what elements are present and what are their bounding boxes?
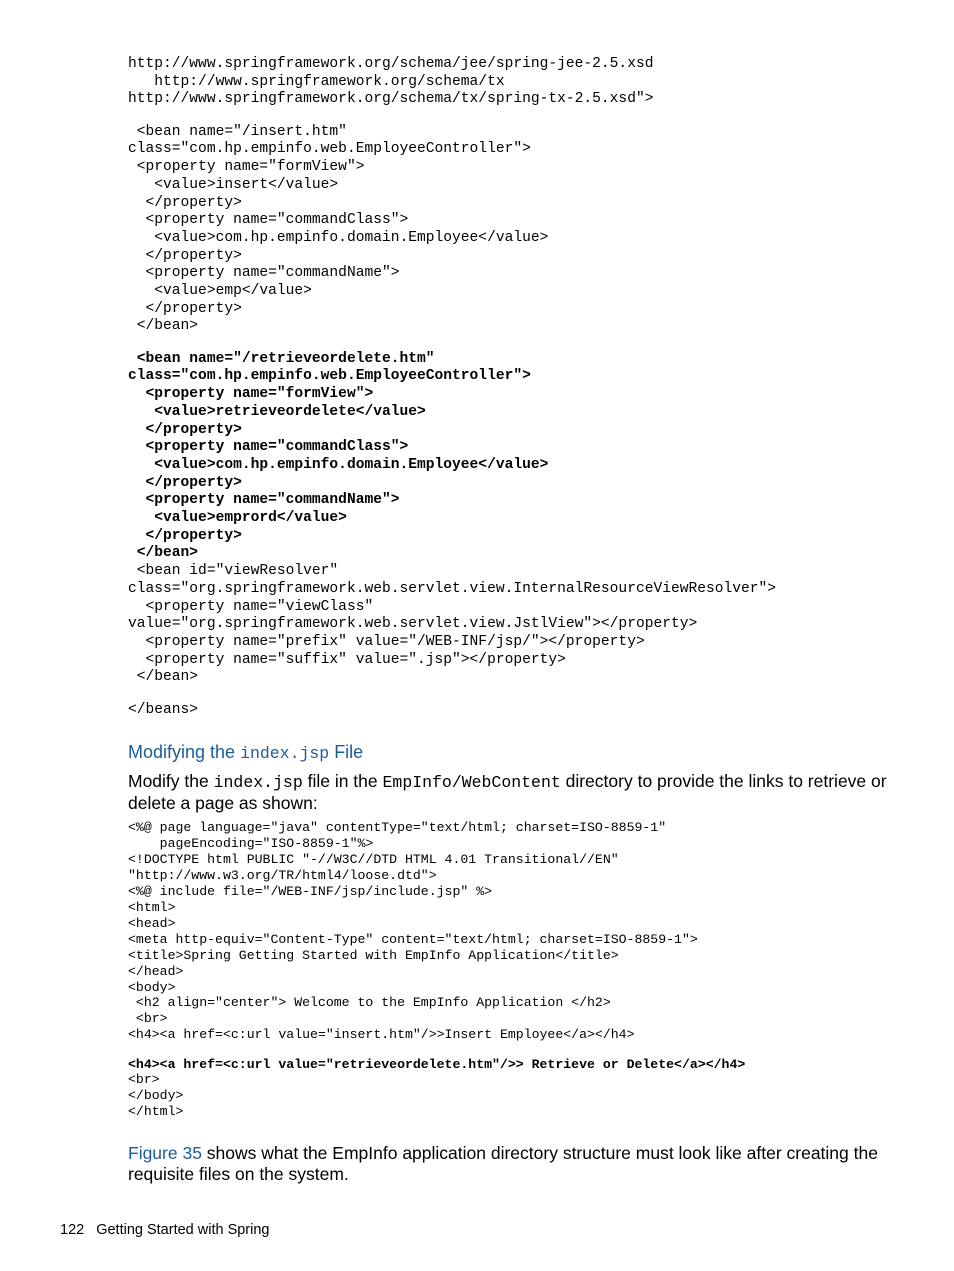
para1-text-1: Modify the	[128, 771, 214, 791]
code-line: <head>	[128, 915, 176, 931]
code-line: </head>	[128, 963, 184, 979]
code-line: http://www.springframework.org/schema/tx	[128, 73, 505, 90]
code-line: <%@ include file="/WEB-INF/jsp/include.jsp" %>	[128, 883, 493, 899]
code-line: <title>Spring Getting Started with EmpInfo Application</title>	[128, 947, 619, 963]
code-line: </property>	[128, 474, 242, 491]
heading-suffix: File	[329, 742, 364, 762]
code-line: <bean id="viewResolver"	[128, 563, 339, 580]
code-line: <br>	[128, 1072, 160, 1088]
figure-reference-paragraph	[128, 1143, 888, 1185]
para1-code-2: EmpInfo/WebContent	[382, 773, 561, 792]
section-heading	[128, 742, 363, 763]
code-line: http://www.springframework.org/schema/jee/spring-jee-2.5.xsd	[128, 56, 654, 72]
code-line: <value>emp</value>	[128, 283, 312, 300]
instruction-paragraph	[128, 771, 888, 814]
code-line	[128, 687, 776, 702]
code-line: <h4><a href=<c:url value="retrieveordelete.htm"/>> Retrieve or Delete</a></h4>	[128, 1056, 746, 1072]
heading-prefix: Modifying the	[128, 742, 241, 762]
code-line: <property name="formView">	[128, 159, 365, 176]
code-line: </bean>	[128, 669, 199, 686]
code-line: <h4><a href=<c:url value="insert.htm"/>>Insert Employee</a></h4>	[128, 1027, 635, 1043]
code-line: <!DOCTYPE html PUBLIC "-//W3C//DTD HTML 4.01 Transitional//EN"	[128, 851, 619, 867]
code-line	[128, 109, 776, 124]
code-line: <bean name="/insert.htm"	[128, 123, 347, 140]
code-line: class="org.springframework.web.servlet.view.InternalResourceViewResolver">	[128, 580, 777, 597]
code-line: <property name="commandName">	[128, 492, 400, 509]
code-block-index-jsp	[128, 820, 745, 1120]
heading-code: index.jsp	[240, 744, 330, 763]
code-line: <property name="suffix" value=".jsp"></property>	[128, 651, 566, 668]
code-line: "http://www.w3.org/TR/html4/loose.dtd">	[128, 867, 437, 883]
code-line: http://www.springframework.org/schema/tx/spring-tx-2.5.xsd">	[128, 91, 654, 108]
code-line: <property name="formView">	[128, 386, 374, 403]
code-line: </html>	[128, 1104, 184, 1120]
code-line: </property>	[128, 194, 242, 211]
code-line: <property name="commandClass">	[128, 212, 409, 229]
code-line: <value>com.hp.empinfo.domain.Employee</value>	[128, 456, 549, 473]
code-line: <value>insert</value>	[128, 176, 339, 193]
para1-text-3: directory to provide the links to retrieve or delete a page as shown:	[128, 771, 887, 813]
code-line: class="com.hp.empinfo.web.EmployeeController">	[128, 368, 531, 385]
code-line: </property>	[128, 247, 242, 264]
code-line: <property name="prefix" value="/WEB-INF/jsp/"></property>	[128, 633, 645, 650]
code-line: </property>	[128, 300, 242, 317]
code-line: <h2 align="center"> Welcome to the EmpInfo Application </h2>	[128, 995, 611, 1011]
code-line: </bean>	[128, 545, 199, 562]
code-line: class="com.hp.empinfo.web.EmployeeController">	[128, 141, 531, 158]
para1-text-2: file in the	[302, 771, 383, 791]
figure-35-link[interactable]: Figure 35	[128, 1143, 202, 1163]
code-line	[128, 336, 776, 351]
code-line: <property name="viewClass"	[128, 598, 374, 615]
code-line: pageEncoding="ISO-8859-1"%>	[128, 835, 374, 851]
code-line	[128, 1043, 745, 1056]
para2-text: shows what the EmpInfo application directory structure must look like after creating the requisite files on the system.	[128, 1143, 878, 1184]
page-number: 122	[60, 1222, 85, 1238]
para1-code-1: index.jsp	[213, 773, 303, 792]
code-line: <property name="commandName">	[128, 265, 400, 282]
code-line: <property name="commandClass">	[128, 439, 409, 456]
code-line: <value>retrieveordelete</value>	[128, 403, 426, 420]
code-line: <br>	[128, 1011, 168, 1027]
code-line: <value>com.hp.empinfo.domain.Employee</value>	[128, 229, 549, 246]
code-line: </beans>	[128, 701, 199, 718]
code-line: <%@ page language="java" contentType="text/html; charset=ISO-8859-1"	[128, 820, 667, 835]
code-line: <body>	[128, 979, 176, 995]
code-line: <meta http-equiv="Content-Type" content="text/html; charset=ISO-8859-1">	[128, 931, 698, 947]
code-line: </body>	[128, 1088, 184, 1104]
code-line: value="org.springframework.web.servlet.view.JstlView"></property>	[128, 616, 698, 633]
code-line: <bean name="/retrieveordelete.htm"	[128, 350, 435, 367]
code-block-spring-config	[128, 56, 776, 719]
footer-section-title: Getting Started with Spring	[96, 1222, 270, 1238]
code-line: </property>	[128, 527, 242, 544]
code-line: </property>	[128, 421, 242, 438]
code-line: <value>emprord</value>	[128, 510, 347, 527]
page-footer	[60, 1222, 270, 1238]
code-line: </bean>	[128, 318, 199, 335]
code-line: <html>	[128, 899, 176, 915]
